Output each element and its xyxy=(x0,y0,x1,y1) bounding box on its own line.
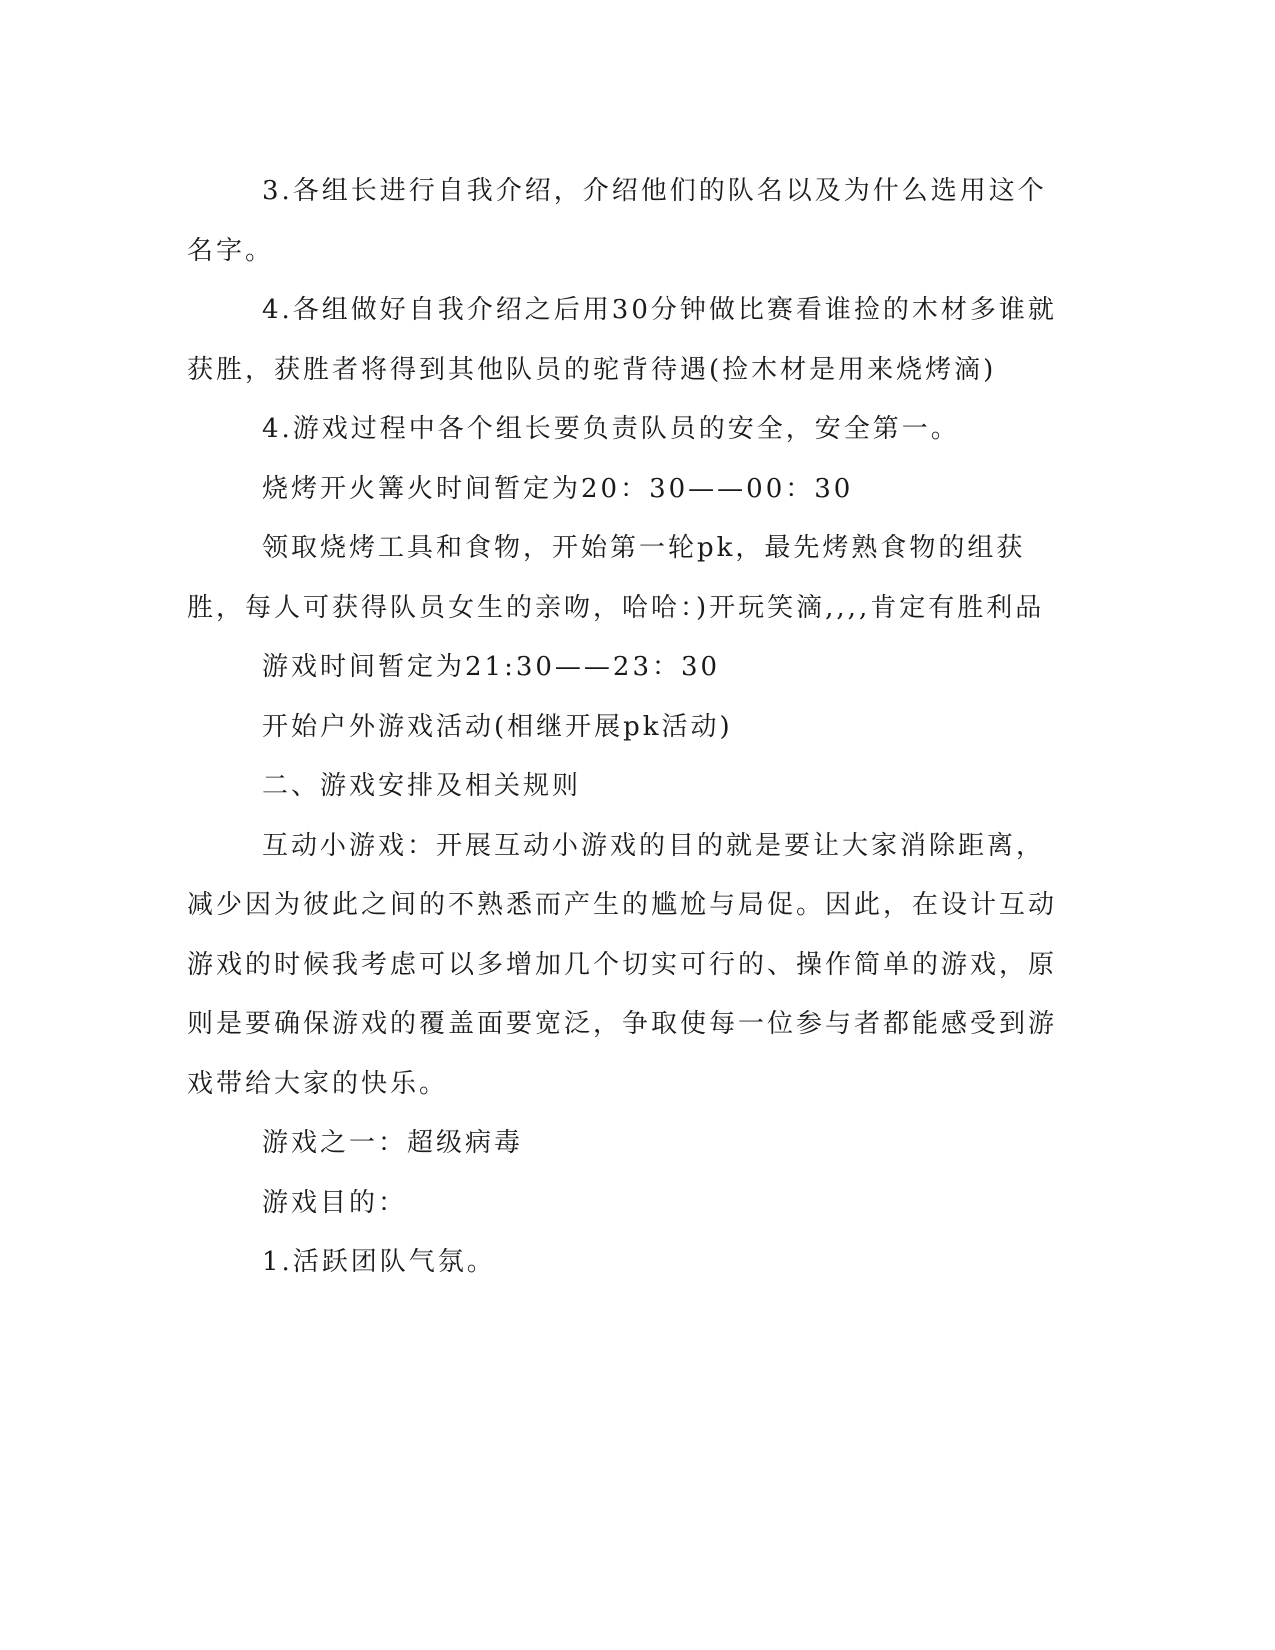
paragraph-game-one-title: 游戏之一：超级病毒 xyxy=(262,1128,524,1158)
paragraph-bbq-pk: 领取烧烤工具和食物，开始第一轮pk，最先烤熟食物的组获胜，每人可获得队员女生的亲吻，哈哈：)开玩笑滴,,,,肯定有胜利品 xyxy=(187,533,1045,623)
paragraph-safety: 4.游戏过程中各个组长要负责队员的安全，安全第一。 xyxy=(262,414,960,444)
section-heading-game-rules: 二、游戏安排及相关规则 xyxy=(262,771,582,801)
paragraph-game-purpose-label: 游戏目的： xyxy=(262,1187,408,1218)
paragraph-purpose-item-1: 1.活跃团队气氛。 xyxy=(262,1247,496,1277)
paragraph-team-intro: 3.各组长进行自我介绍，介绍他们的队名以及为什么选用这个名字。 xyxy=(187,176,1047,266)
paragraph-outdoor-games: 开始户外游戏活动(相继开展pk活动) xyxy=(262,711,733,742)
paragraph-wood-contest: 4.各组做好自我介绍之后用30分钟做比赛看谁捡的木材多谁就获胜，获胜者将得到其他队员的驼背待遇(捡木材是用来烧烤滴) xyxy=(187,295,1057,385)
paragraph-interactive-games: 互动小游戏：开展互动小游戏的目的就是要让大家消除距离，减少因为彼此之间的不熟悉而产生的尴尬与局促。因此，在设计互动游戏的时候我考虑可以多增加几个切实可行的、操作简单的游戏，原则是要确保游戏的覆盖面要宽泛，争取使每一位参与者都能感受到游戏带给大家的快乐。 xyxy=(187,830,1058,1099)
document-body xyxy=(187,162,1067,1293)
paragraph-bbq-time: 烧烤开火篝火时间暂定为20：30——00：30 xyxy=(262,473,854,504)
paragraph-game-time: 游戏时间暂定为21:30——23：30 xyxy=(262,652,721,682)
